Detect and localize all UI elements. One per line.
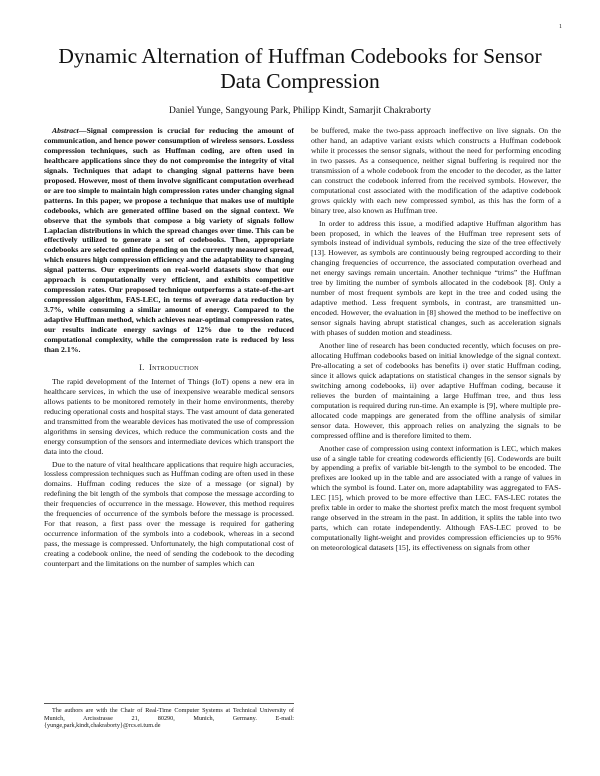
paragraph: In order to address this issue, a modified adaptive Huffman algorithm has been proposed, in which the leaves of the Huffman tree represent sets of symbols instead of individual symbols, reducing the size of the tree effectively [13]. However, as symbols are continuously being regrouped according to their changing frequencies of occurrence, the associated computation overhead and net energy savings remain uncertain. Another technique “trims” the Huffman tree by limiting the number of symbols allocated in the codebook [8]. Only a number of most frequent symbols are kept in the tree and coded using the adaptive method. Less frequent symbols, in contrast, are transmitted un-encoded. However, the evaluation in [8] showed the method to be ineffective on sensor signals having abrupt statistical changes, such as acceleration signals with phases of sudden motion and steadiness. <box>311 218 561 338</box>
section-number: I. <box>139 362 145 372</box>
author-list: Daniel Yunge, Sangyoung Park, Philipp Kindt, Samarjit Chakraborty <box>169 106 431 116</box>
paragraph: The rapid development of the Internet of Things (IoT) opens a new era in healthcare services, in which the use of inexpensive wearable medical sensors allows patients to be monitored remotely in their home environments, thereby reducing operational costs and hospital stays. The vast amount of data generated and transmitted from the wearable devices has motivated the use of compression algorithms in sensing devices, which reduce the communication costs and the energy consumption of the sensors and intermediate devices which transport the data into the cloud. <box>44 376 294 456</box>
left-column <box>44 126 294 572</box>
affiliation-footnote: The authors are with the Chair of Real-Time Computer Systems at Technical University of Munich, Arcisstrasse 21, 80290, Munich, Germany. E-mail: {yunge,park,kindt,chakraborty}@rcs.ei.tum.de <box>44 703 294 730</box>
paper-title: Dynamic Alternation of Huffman Codebooks for Sensor Data Compression <box>58 44 542 93</box>
paragraph: Due to the nature of vital healthcare applications that require high accuracies, lossless compression techniques such as Huffman coding are often used in these domains. Huffman coding reduces the size of a message (or signal) by redefining the bit length of the symbols that compose the message according to their frequencies of occurrence in the message. However, this method requires the frequencies of occurrence of the symbols before the message is processed. For that reason, a first pass over the message is required for gathering occurrence information of the symbols into a codebook, whereas in a second pass, the message is compressed. Unfortunately, the high computational cost of creating a codebook online, the need of sending the codebook to the decoding counterpart and the limitations on the number of samples which can <box>44 459 294 569</box>
section-heading <box>44 363 294 373</box>
paragraph: Another line of research has been conducted recently, which focuses on pre-allocating Huffman codebooks based on initial knowledge of the signal context. Pre-allocating a set of codebooks has benefits i) over static Huffman coding, since it allows quick adaptations on statistical changes in the sensor signals by switching among codebooks, ii) over adaptive Huffman coding, because it relieves the burden of maintaining a large Huffman tree, and thus less computation is required during run-time. An example is [9], where multiple pre-allocated code mappings are generated from the offline analysis of similar sensor data. However, this approach relies on analyzing the signals to be compressed offline and is therefore limited to them. <box>311 341 561 440</box>
page-number: 1 <box>559 24 562 30</box>
paragraph: Another case of compression using context information is LEC, which makes use of a single table for creating codewords efficiently [6]. Codewords are built by appending a prefix of variable bit-length to the symbol to be encoded. The prefixes are looked up in the table and are associated with a range of values in which the symbol is found. Later on, more adaptability was aggregated to FAS-LEC [15], which proved to be more effective than LEC. FAS-LEC rotates the prefix table in order to make the shortest prefix match the most frequent symbol range observed in the stream in the past. In addition, it splits the table into two parts, which can rotate independently. Although FAS-LEC proved to be computationally light-weight and provides compression efficiencies up to 95% on meteorological datasets [15], its effectiveness on signals from other <box>311 443 561 553</box>
section-title: Introduction <box>149 362 199 372</box>
abstract <box>44 126 294 355</box>
right-column <box>311 126 561 556</box>
abstract-label: Abstract— <box>52 126 87 135</box>
paragraph: be buffered, make the two-pass approach ineffective on live signals. On the other hand, an adaptive variant exists which constructs a Huffman codebook while it processes the sensor signals, without the need for performing encoding in two passes. As a consequence, neither signal buffering is required nor the transmission of a whole codebook from the encoder to the decoder, as the latter can construct the codebook inferred from the received symbols. However, the computational cost associated with the modification of the adaptive codebook grows quickly with each new compressed symbol, as this has the form of a binary tree, also known as Huffman tree. <box>311 126 561 215</box>
abstract-text: Signal compression is crucial for reducing the amount of communication, and hence power consumption of wireless sensors. Lossless compression techniques, such as Huffman coding, are often used in healthcare applications since they do not compromise the integrity of vital signals. Techniques that adapt to changing signal patterns have been proposed. However, most of them involve significant computation overhead or are too simple to maintain high compression rates under changing signal patterns. In this paper, we propose a technique that makes use of multiple codebooks, which are generated offline based on the signal context. We observe that the symbols that compose a big variety of signals follow Laplacian distributions in which the spread changes over time. This can be effectively utilized to generate a set of codebooks. Then, appropriate codebooks are selected online depending on the currently measured spread, which ensures high compression efficiency and the adaptability to changing signal patterns. Our experiments on real-world datasets show that our approach is computationally very efficient, and exhibits competitive compression rates. Our proposed technique outperforms a state-of-the-art compression algorithm, FAS-LEC, in terms of average data reduction by 3.7%, while consuming a similar amount of energy. Compared to the adaptive Huffman method, which achieves near-optimal compression rates, our results indicate energy savings of 12% due to the reduced computational complexity, while the compression rate is reduced by less than 2.1%. <box>44 126 294 354</box>
